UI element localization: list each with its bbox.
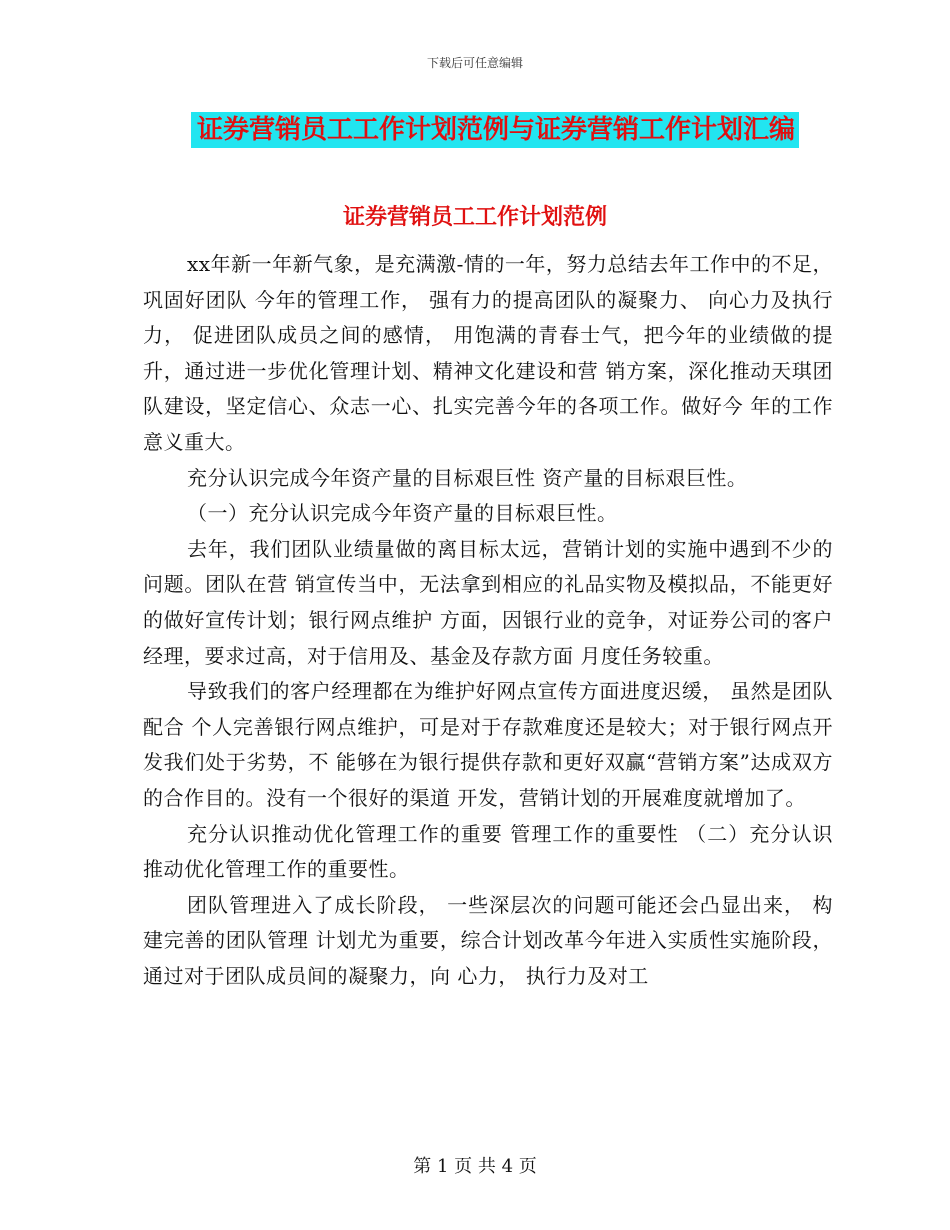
paragraph-1: xx年新一年新气象，是充满激-情的一年，努力总结去年工作中的不足，巩固好团队 今年的管理工作， 强有力的提高团队的凝聚力、 向心力及执行力， 促进团队成员之间的感情， 用饱满的青春士气，把今年的业绩做的提升，通过进一步优化管理计划、精神文化建设和营 销方案，深化推动天琪团队建设，坚定信心、众志一心、扎实完善今年的各项工作。做好今 年的工作意义重大。 [143,252,833,454]
paragraph-2: 充分认识完成今年资产量的目标艰巨性 资产量的目标艰巨性。 [187,465,748,490]
document-title: 证券营销员工工作计划范例与证券营销工作计划汇编 [191,112,799,148]
page-number: 第 1 页 共 4 页 [413,1156,537,1177]
section-title: 证券营销员工工作计划范例 [342,205,607,230]
document-title-container [0,112,950,148]
paragraph-7: 团队管理进入了成长阶段， 一些深层次的问题可能还会凸显出来， 构建完善的团队管理 计划尤为重要，综合计划改革今年进入实质性实施阶段，通过对于团队成员间的凝聚力，向 心力， 执行力及对工 [143,892,833,988]
paragraph-6: 充分认识推动优化管理工作的重要 管理工作的重要性 （二）充分认识推动优化管理工作的重要性。 [143,821,833,882]
header-note: 下载后可任意编辑 [426,56,523,70]
document-body [143,247,833,994]
paragraph-5: 导致我们的客户经理都在为维护好网点宣传方面进度迟缓， 虽然是团队配合 个人完善银行网点维护，可是对于存款难度还是较大；对于银行网点开发我们处于劣势，不 能够在为银行提供存款和更好双赢“营销方案”达成双方的合作目的。没有一个很好的渠道 开发，营销计划的开展难度就增加了。 [143,679,833,810]
paragraph-3: （一）充分认识完成今年资产量的目标艰巨性。 [187,501,618,526]
paragraph-4: 去年，我们团队业绩量做的离目标太远，营销计划的实施中遇到不少的问题。团队在营 销宣传当中，无法拿到相应的礼品实物及模拟品，不能更好的做好宣传计划；银行网点维护 方面，因银行业的竞争，对证券公司的客户经理，要求过高，对于信用及、基金及存款方面 月度任务较重。 [143,536,833,668]
